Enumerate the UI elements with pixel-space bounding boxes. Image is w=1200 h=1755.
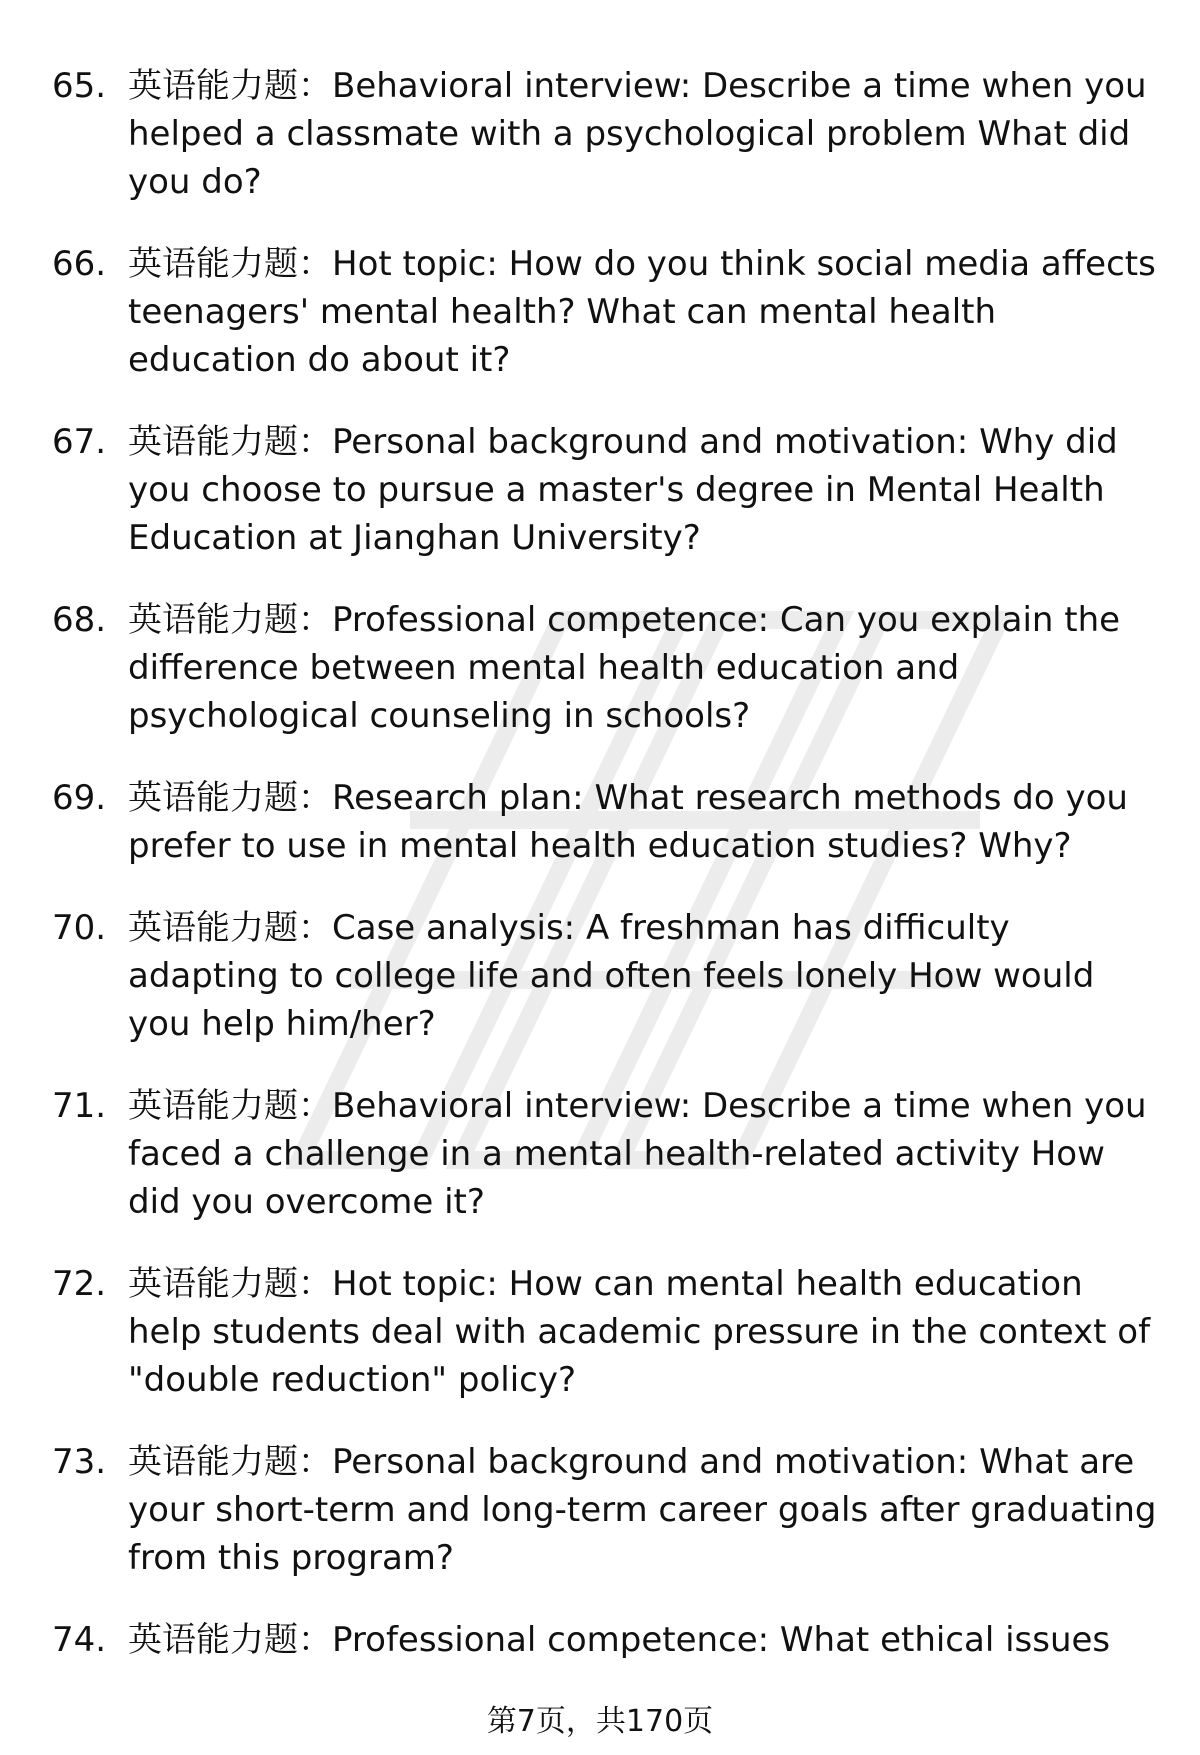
question-number: 74.	[52, 1620, 107, 1660]
question-text: Professional competence: What ethical issues	[332, 1620, 1111, 1660]
question-number: 72.	[52, 1264, 107, 1304]
question-number: 67.	[52, 422, 107, 462]
question-item	[52, 1260, 1162, 1404]
question-text: Research plan: What research methods do you prefer to use in mental health education studies? Why?	[128, 778, 1128, 866]
question-list	[52, 62, 1162, 1698]
question-prefix: 英语能力题：	[128, 244, 332, 284]
question-item	[52, 596, 1162, 740]
question-body	[128, 418, 1162, 562]
page-footer: 第7页，共170页	[486, 1704, 714, 1739]
question-body	[128, 774, 1162, 870]
question-prefix: 英语能力题：	[128, 1442, 332, 1482]
question-prefix: 英语能力题：	[128, 600, 332, 640]
question-body	[128, 1082, 1162, 1226]
question-number: 70.	[52, 908, 107, 948]
question-number: 68.	[52, 600, 107, 640]
question-prefix: 英语能力题：	[128, 908, 332, 948]
question-number: 73.	[52, 1442, 107, 1482]
question-body	[128, 62, 1162, 206]
question-item	[52, 240, 1162, 384]
question-prefix: 英语能力题：	[128, 1620, 332, 1660]
question-text: Hot topic: How can mental health education help students deal with academic pressure in the context of "double reduction" policy?	[128, 1264, 1151, 1400]
question-number: 69.	[52, 778, 107, 818]
question-prefix: 英语能力题：	[128, 1086, 332, 1126]
question-prefix: 英语能力题：	[128, 778, 332, 818]
question-item	[52, 1438, 1162, 1582]
question-item	[52, 1082, 1162, 1226]
question-item	[52, 904, 1162, 1048]
question-text: Behavioral interview: Describe a time when you faced a challenge in a mental health-related activity How did you overcome it?	[128, 1086, 1147, 1222]
question-prefix: 英语能力题：	[128, 66, 332, 106]
question-text: Hot topic: How do you think social media affects teenagers' mental health? What can mental health education do about it?	[128, 244, 1156, 380]
question-number: 66.	[52, 244, 107, 284]
question-body	[128, 240, 1162, 384]
question-text: Behavioral interview: Describe a time when you helped a classmate with a psychological problem What did you do?	[128, 66, 1147, 202]
question-prefix: 英语能力题：	[128, 422, 332, 462]
question-item	[52, 62, 1162, 206]
question-text: Case analysis: A freshman has difficulty adapting to college life and often feels lonely How would you help him/her?	[128, 908, 1095, 1044]
question-number: 71.	[52, 1086, 107, 1126]
question-prefix: 英语能力题：	[128, 1264, 332, 1304]
question-number: 65.	[52, 66, 107, 106]
question-text: Personal background and motivation: Why did you choose to pursue a master's degree in Mental Health Education at Jianghan University?	[128, 422, 1118, 558]
question-item	[52, 418, 1162, 562]
question-text: Professional competence: Can you explain the difference between mental health education and psychological counseling in schools?	[128, 600, 1121, 736]
question-body	[128, 1260, 1162, 1404]
question-item	[52, 1616, 1162, 1664]
question-body	[128, 1438, 1162, 1582]
question-body	[128, 904, 1162, 1048]
question-body	[128, 1616, 1162, 1664]
question-item	[52, 774, 1162, 870]
question-body	[128, 596, 1162, 740]
question-text: Personal background and motivation: What are your short-term and long-term career goals after graduating from this program?	[128, 1442, 1157, 1578]
